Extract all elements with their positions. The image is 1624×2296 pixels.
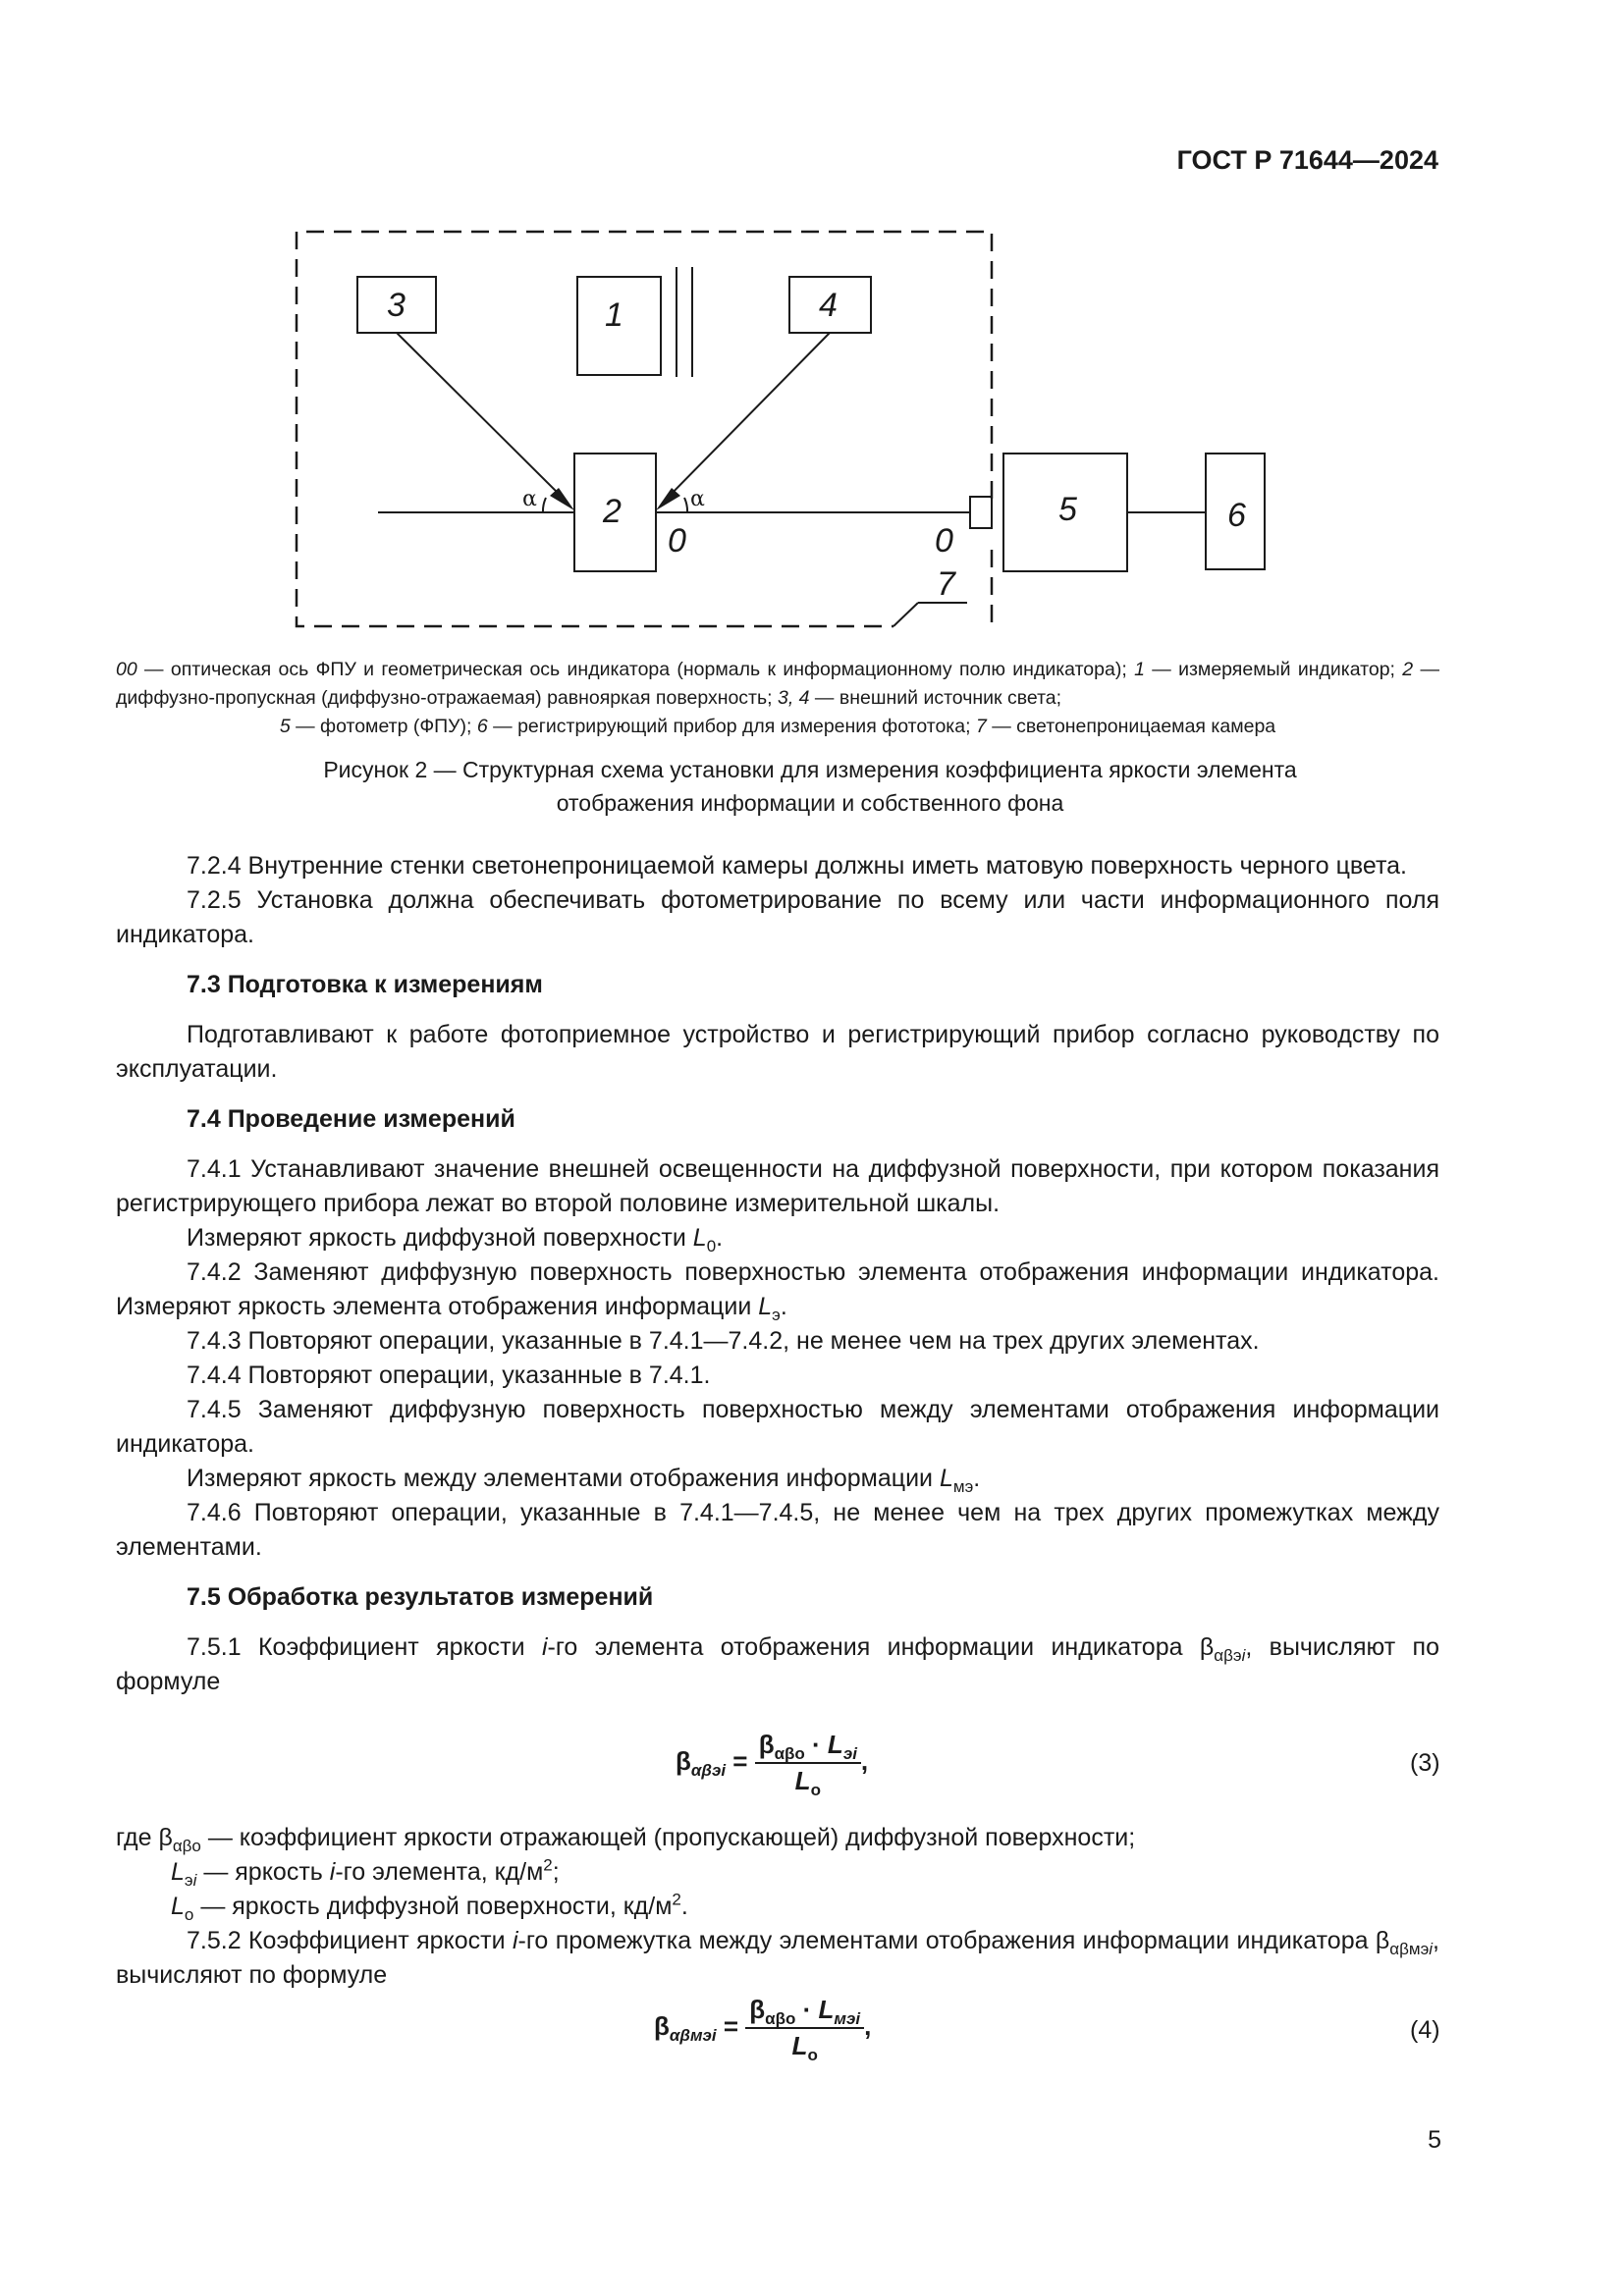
ray-from-source-4 [663,333,830,503]
heading-7-3: 7.3 Подготовка к измерениям [187,971,543,998]
para-7-4-5: 7.4.5 Заменяют диффузную поверхность поверхностью между элементами отображения информации индикатора. [116,1396,1439,1458]
caption-line-2: отображения информации и собственного фона [556,790,1064,816]
axis-label-zero-left: 0 [668,522,686,560]
document-header: ГОСТ Р 71644—2024 [1176,145,1438,175]
para-7-4-1: 7.4.1 Устанавливают значение внешней освещенности на диффузной поверхности, при котором показания регистрирующего прибора лежат во второй половине измерительной шкалы. [116,1155,1439,1217]
def-L-ei: $L_{эi}$ — яркость i-го элемента, $кд/м^2$; [171,1855,560,1890]
para-7-3: Подготавливают к работе фотоприемное устройство и регистрирующий прибор согласно руководству по эксплуатации. [116,1021,1439,1083]
definitions-text [116,1821,1439,1993]
para-7-4-5-measure: Измеряют яркость между элементами отображения информации $L_{мэ}$. [187,1465,981,1496]
para-7-4-1-measure: Измеряют яркость диффузной поверхности $L_0$. [187,1224,724,1255]
page-number: 5 [1428,2126,1441,2154]
arrow-head-right [656,488,680,510]
para-7-4-3: 7.4.3 Повторяют операции, указанные в 7.4.1—7.4.2, не менее чем на трех других элементах. [187,1327,1260,1355]
box-1-label: 1 [605,296,623,334]
legend-text: 00 — оптическая ось ФПУ и геометрическая ось индикатора (нормаль к информационному полю индикатора); 1 — измеряемый индикатор; 2 — диффузно-пропускная (диффузно-отражаемая) равнояркая поверхность; 3, 4 — внешний источник света; [116,659,1439,709]
para-7-5-2: 7.5.2 Коэффициент яркости i-го промежутка между элементами отображения информации индикатора $\beta_{\alpha\beta мэi}$, вычисляют по формуле [116,1927,1439,1989]
formula-3-fraction: $\frac{\beta_{\alpha\beta о} \cdot L_{эi}}{L_о}$ [755,1730,861,1796]
def-L-o: $L_о$ — яркость диффузной поверхности, $кд/м^2$. [171,1890,688,1924]
para-7-2-5: 7.2.5 Установка должна обеспечивать фотометрирование по всему или части информационного поля индикатора. [116,886,1439,948]
angle-arc-left [543,498,546,512]
formula-4: $\beta_{\alpha\beta мэi}$ = $\frac{\beta_{\alpha\beta о} \cdot L_{мэi}}{L_о}$ , [654,1995,872,2065]
caption-line-1: Рисунок 2 — Структурная схема установки для измерения коэффициента яркости элемента [323,757,1297,782]
alpha-right: α [690,487,705,511]
box-2-label: 2 [603,493,622,530]
formula-4-fraction: $\frac{\beta_{\alpha\beta о} \cdot L_{мэi}}{L_о}$ [745,1995,864,2061]
figure-legend [116,656,1439,741]
def-beta-o: где $\beta_{\alpha\beta о}$ — коэффициент яркости отражающей (пропускающей) диффузной поверхности; [116,1824,1136,1855]
para-7-4-2: 7.4.2 Заменяют диффузную поверхность поверхностью элемента отображения информации индикатора. Измеряют яркость элемента отображения информации $L_э$. [116,1258,1439,1324]
para-7-2-4: 7.2.4 Внутренние стенки светонепроницаемой камеры должны иметь матовую поверхность черного цвета. [187,852,1407,880]
arrow-head-left [550,488,574,510]
formula-3: $\beta_{\alpha\beta эi}$ = $\frac{\beta_{\alpha\beta о} \cdot L_{эi}}{L_о}$ , [676,1730,869,1800]
alpha-left: α [522,487,537,511]
box-5-label: 5 [1058,491,1077,528]
ray-from-source-3 [397,333,568,503]
equation-number-3: (3) [1410,1749,1440,1777]
leader-line-7 [893,603,918,626]
box-3-label: 3 [387,287,406,324]
heading-7-4: 7.4 Проведение измерений [187,1105,515,1133]
figure-schematic [0,0,1624,707]
legend-text-last: 5 — фотометр (ФПУ); 6 — регистрирующий прибор для измерения фототока; 7 — светонепроницаемая камера [279,716,1276,737]
main-text [116,849,1439,1699]
heading-7-5: 7.5 Обработка результатов измерений [187,1583,654,1611]
box-4-label: 4 [819,287,838,324]
para-7-4-4: 7.4.4 Повторяют операции, указанные в 7.4.1. [187,1362,711,1389]
axis-label-zero-right: 0 [935,522,953,560]
para-7-5-1: 7.5.1 Коэффициент яркости i-го элемента отображения информации индикатора $\beta_{\alpha\beta эi}$, вычисляют по формуле [116,1633,1439,1695]
equation-number-4: (4) [1410,2016,1440,2044]
photometer-window [970,497,992,528]
box-6-label: 6 [1227,497,1246,534]
para-7-4-6: 7.4.6 Повторяют операции, указанные в 7.4.1—7.4.5, не менее чем на трех других промежутках между элементами. [116,1499,1439,1561]
figure-caption [177,753,1443,820]
angle-arc-right [684,498,687,512]
label-seven: 7 [937,565,955,603]
